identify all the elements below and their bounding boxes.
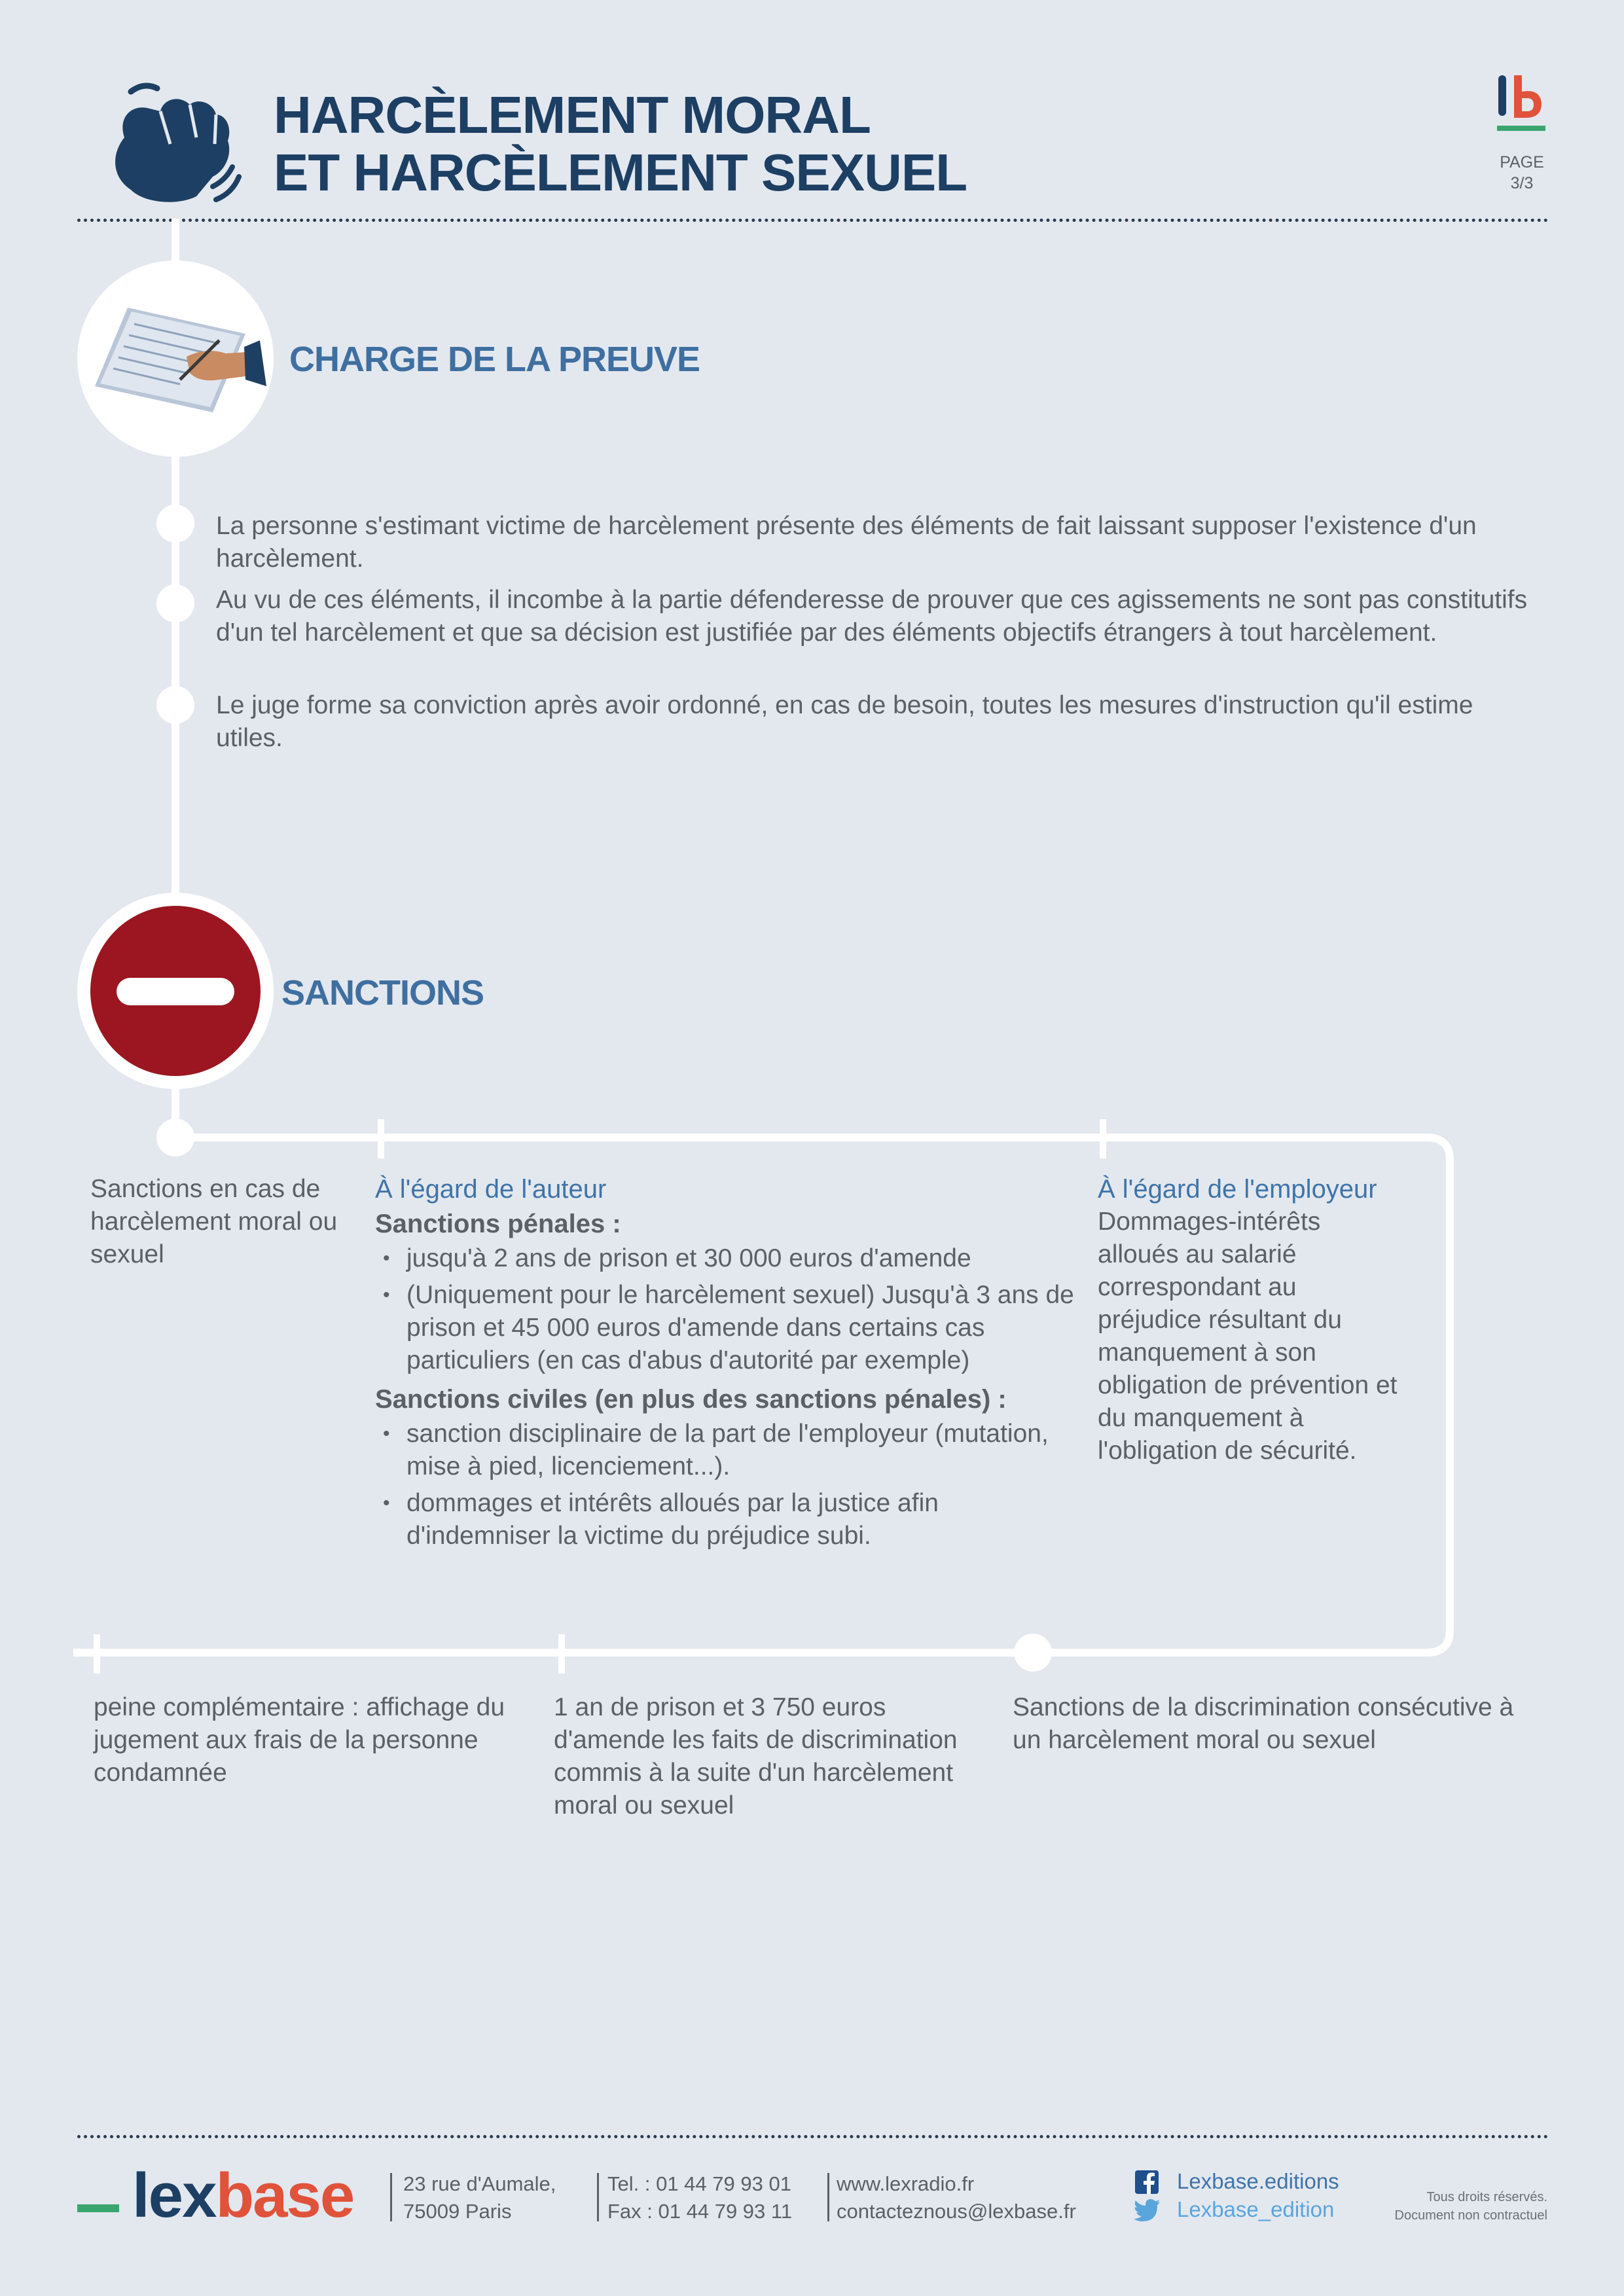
legal-notice bbox=[1322, 2188, 1547, 2225]
list-item: • (Uniquement pour le harcèlement sexuel) Jusqu'à 3 ans de prison et 45 000 euros d'amende dans certains cas particuliers (en cas d'abus d'autorité par exemple) bbox=[375, 1279, 1075, 1377]
legal-line-2: Document non contractuel bbox=[1394, 2208, 1547, 2223]
penal-list bbox=[375, 1242, 1075, 1377]
footer-separator bbox=[827, 2173, 829, 2221]
page-label: PAGE bbox=[1500, 153, 1544, 171]
footer-address bbox=[403, 2170, 556, 2225]
footer-separator bbox=[597, 2173, 599, 2221]
charge-item-3: Le juge forme sa conviction après avoir ordonné, en cas de besoin, toutes les mesures d'instruction qu'il estime utiles. bbox=[216, 691, 1473, 752]
twitter-link[interactable]: Lexbase_edition bbox=[1177, 2197, 1335, 2221]
email-link[interactable]: contacteznous@lexbase.fr bbox=[837, 2200, 1076, 2223]
twitter-icon[interactable] bbox=[1134, 2199, 1160, 2221]
brand-lex: lex bbox=[132, 2161, 216, 2231]
peine-text: peine complémentaire : affichage du jugement aux frais de la personne condamnée bbox=[94, 1693, 505, 1787]
employeur-text: Dommages-intérêts alloués au salarié correspondant au préjudice résultant du manquement à son obligation de prévention et du manquement à l'obligation de sécurité. bbox=[1098, 1208, 1398, 1465]
lexbase-lb-logo bbox=[1496, 72, 1548, 134]
lexbase-logo bbox=[77, 2160, 365, 2232]
fax-text: Fax : 01 44 79 93 11 bbox=[607, 2200, 793, 2223]
facebook-icon[interactable] bbox=[1135, 2170, 1159, 2194]
tel-text: Tel. : 01 44 79 93 01 bbox=[607, 2172, 791, 2195]
prison-text: 1 an de prison et 3 750 euros d'amende les faits de discrimination commis à la suite d'un harcèlement moral ou sexuel bbox=[554, 1693, 958, 1820]
fist-icon bbox=[98, 72, 242, 209]
footer-divider bbox=[77, 2135, 1549, 2138]
title-line-2: ET HARCÈLEMENT SEXUEL bbox=[274, 143, 967, 202]
brand-base: base bbox=[215, 2161, 354, 2231]
address-line-2: 75009 Paris bbox=[403, 2200, 512, 2223]
auteur-block bbox=[375, 1173, 1075, 1556]
footer-web bbox=[837, 2170, 1076, 2225]
brand-wordmark bbox=[132, 2160, 353, 2232]
employeur-heading: À l'égard de l'employeur bbox=[1098, 1175, 1377, 1204]
civil-heading: Sanctions civiles (en plus des sanctions pénales) : bbox=[375, 1385, 1007, 1414]
charge-title: CHARGE DE LA PREUVE bbox=[289, 340, 700, 379]
page-number: 3/3 bbox=[1510, 174, 1534, 192]
brand-dash bbox=[77, 2204, 119, 2212]
auteur-heading: À l'égard de l'auteur bbox=[375, 1175, 607, 1204]
charge-dot-2 bbox=[156, 584, 194, 622]
header-divider bbox=[77, 219, 1549, 222]
website-link[interactable]: www.lexradio.fr bbox=[837, 2172, 975, 2195]
facebook-link[interactable]: Lexbase.editions bbox=[1177, 2169, 1339, 2193]
page-indicator bbox=[1492, 152, 1551, 194]
charge-item-1: La personne s'estimant victime de harcèlement présente des éléments de fait laissant supposer l'existence d'un harcèlement. bbox=[216, 512, 1477, 573]
page-title bbox=[274, 86, 967, 202]
signing-document-icon bbox=[88, 295, 272, 425]
footer-phone bbox=[607, 2170, 792, 2225]
legal-line-1: Tous droits réservés. bbox=[1426, 2190, 1547, 2204]
employeur-block bbox=[1098, 1173, 1405, 1467]
penal-heading: Sanctions pénales : bbox=[375, 1210, 621, 1238]
charge-dot-1 bbox=[156, 505, 194, 543]
civil-list bbox=[375, 1418, 1075, 1552]
no-entry-icon bbox=[90, 906, 261, 1076]
list-item: • dommages et intérêts alloués par la justice afin d'indemniser la victime du préjudice subi. bbox=[375, 1487, 1075, 1552]
list-item: • sanction disciplinaire de la part de l'employeur (mutation, mise à pied, licenciement...). bbox=[375, 1418, 1075, 1483]
discrimination-text: Sanctions de la discrimination consécutive à un harcèlement moral ou sexuel bbox=[1013, 1693, 1514, 1754]
address-line-1: 23 rue d'Aumale, bbox=[403, 2172, 556, 2195]
charge-item-2: Au vu de ces éléments, il incombe à la partie défenderesse de prouver que ces agissements ne sont pas constitutifs d'un tel harcèlement et que sa décision est justifiée par des éléments objectifs étrangers à tout harcèlement. bbox=[216, 586, 1528, 647]
list-item: • jusqu'à 2 ans de prison et 30 000 euros d'amende bbox=[375, 1242, 1075, 1275]
charge-dot-3 bbox=[156, 686, 194, 724]
sanctions-intro: Sanctions en cas de harcèlement moral ou sexuel bbox=[90, 1175, 338, 1268]
sanctions-title: SANCTIONS bbox=[281, 973, 484, 1013]
title-line-1: HARCÈLEMENT MORAL bbox=[274, 86, 871, 144]
footer-separator bbox=[390, 2173, 392, 2221]
